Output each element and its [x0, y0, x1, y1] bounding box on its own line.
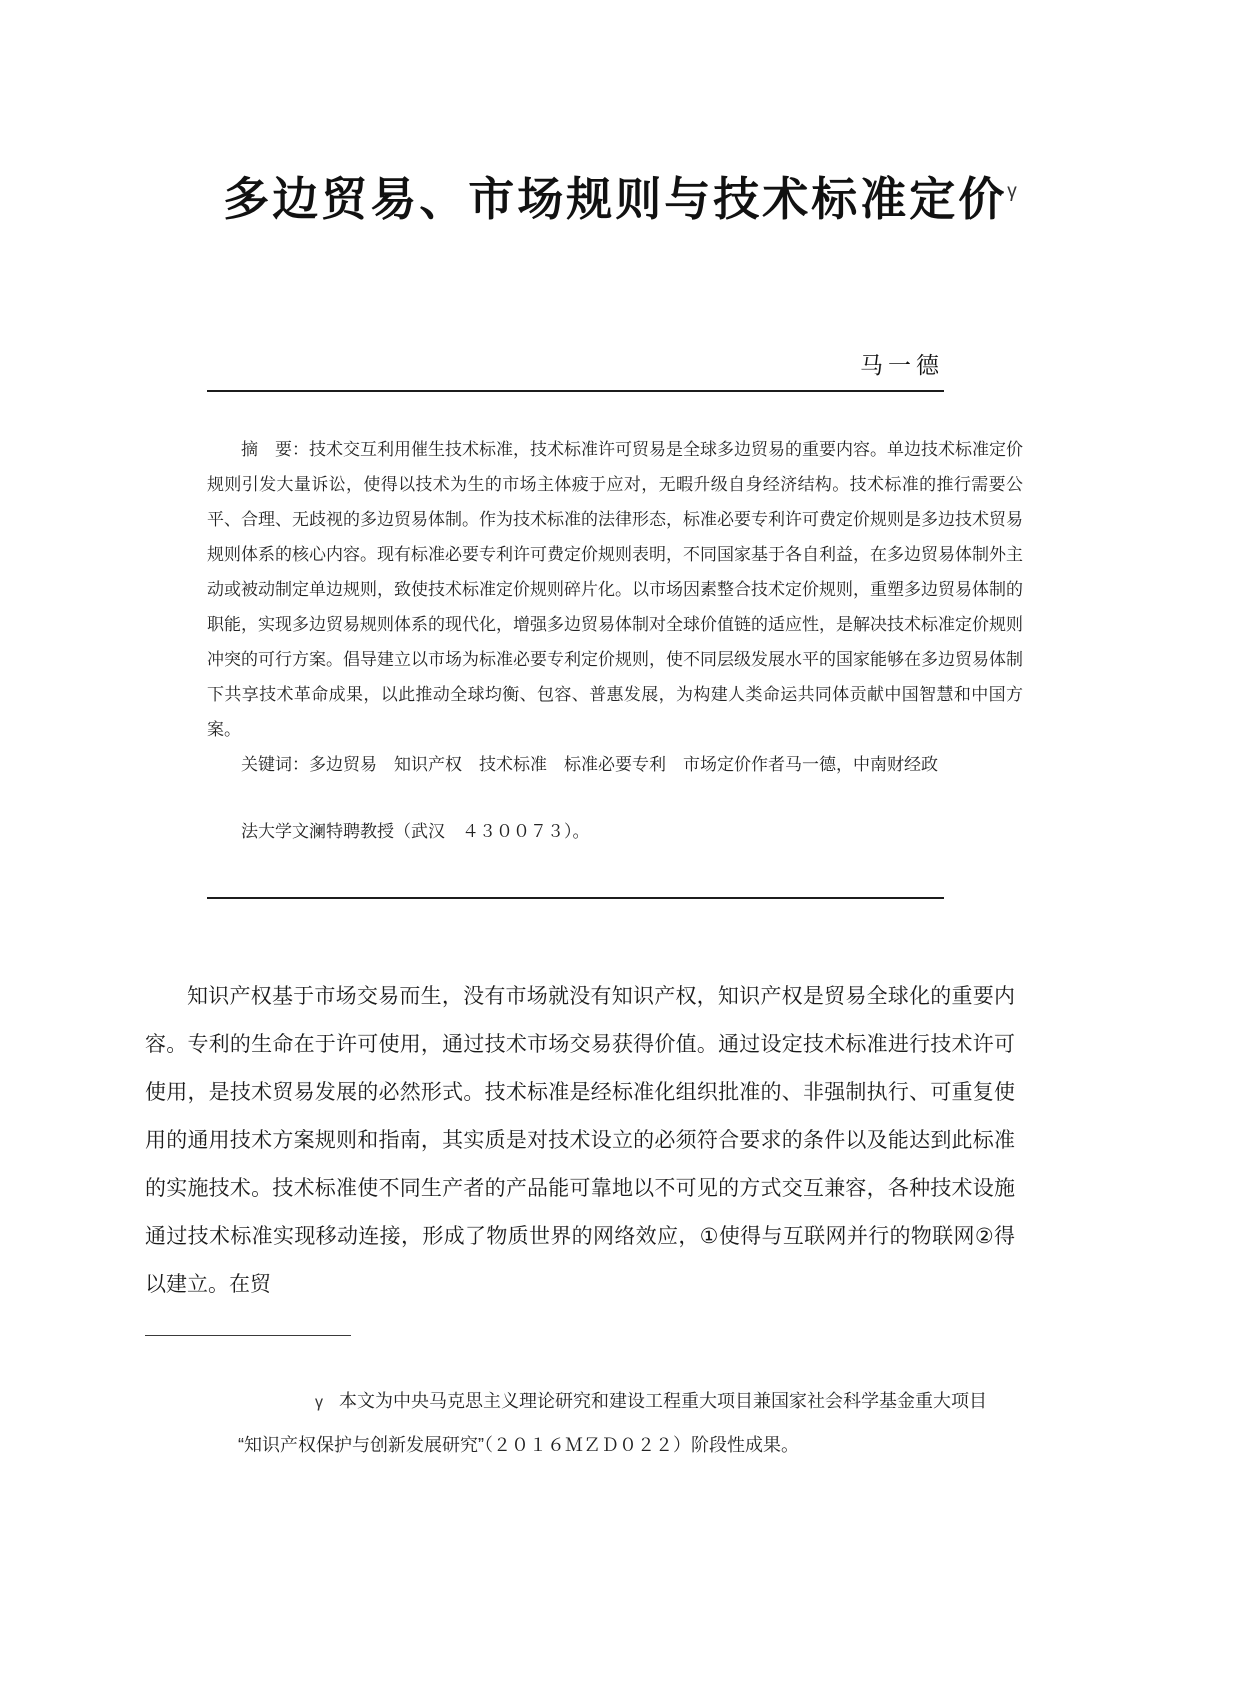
abstract-text: 技术交互利用催生技术标准，技术标准许可贸易是全球多边贸易的重要内容。单边技术标准定价规则引发大量诉讼，使得以技术为生的市场主体疲于应对，无暇升级自身经济结构。技术标准的推行需要公平、合理、无歧视的多边贸易体制。作为技术标准的法律形态，标准必要专利许可费定价规则是多边技术贸易规则体系的核心内容。现有标准必要专利许可费定价规则表明，不同国家基于各自利益，在多边贸易体制外主动或被动制定单边规则，致使技术标准定价规则碎片化。以市场因素整合技术定价规则，重塑多边贸易体制的职能，实现多边贸易规则体系的现代化，增强多边贸易体制对全球价值链的适应性，是解决技术标准定价规则冲突的可行方案。倡导建立以市场为标准必要专利定价规则，使不同层级发展水平的国家能够在多边贸易体制下共享技术革命成果，以此推动全球均衡、包容、普惠发展，为构建人类命运共同体贡献中国智慧和中国方案。 — [207, 440, 1023, 739]
keywords-text: 多边贸易 知识产权 技术标准 标准必要专利 市场定价作者马一德，中南财经政 — [309, 755, 938, 774]
affiliation-line: 法大学文澜特聘教授（武汉 ４３００７３）。 — [241, 822, 590, 841]
footnote-marker: γ — [315, 1394, 323, 1411]
title-footnote-marker: γ — [1007, 181, 1017, 202]
footnote-line1-text: 本文为中央马克思主义理论研究和建设工程重大项目兼国家社会科学基金重大项目 — [339, 1391, 987, 1411]
page-title — [0, 0, 1240, 229]
footnote-separator — [145, 1335, 351, 1336]
author-name: 马一德 — [860, 352, 944, 378]
footnote-line1 — [238, 1380, 1090, 1424]
keywords-label: 关键词： — [241, 755, 309, 774]
footnote-line2: “知识产权保护与创新发展研究”（２０１６ＭＺＤ０２２）阶段性成果。 — [238, 1435, 799, 1455]
divider-bottom — [207, 897, 944, 899]
abstract-paragraph — [207, 432, 1023, 747]
abstract-label: 摘 要： — [241, 440, 309, 459]
title-text: 多边贸易、市场规则与技术标准定价 — [223, 173, 1008, 225]
footnote — [238, 1380, 1090, 1466]
body-paragraph: 知识产权基于市场交易而生，没有市场就没有知识产权，知识产权是贸易全球化的重要内容。专利的生命在于许可使用，通过技术市场交易获得价值。通过设定技术标准进行技术许可使用，是技术贸易发展的必然形式。技术标准是经标准化组织批准的、非强制执行、可重复使用的通用技术方案规则和指南，其实质是对技术设立的必须符合要求的条件以及能达到此标准的实施技术。技术标准使不同生产者的产品能可靠地以不可见的方式交互兼容，各种技术设施通过技术标准实现移动连接，形成了物质世界的网络效应，①使得与互联网并行的物联网②得以建立。在贸 — [145, 985, 1015, 1296]
divider-top — [207, 390, 944, 392]
keywords-paragraph — [207, 747, 1023, 782]
abstract-block — [207, 432, 1023, 849]
